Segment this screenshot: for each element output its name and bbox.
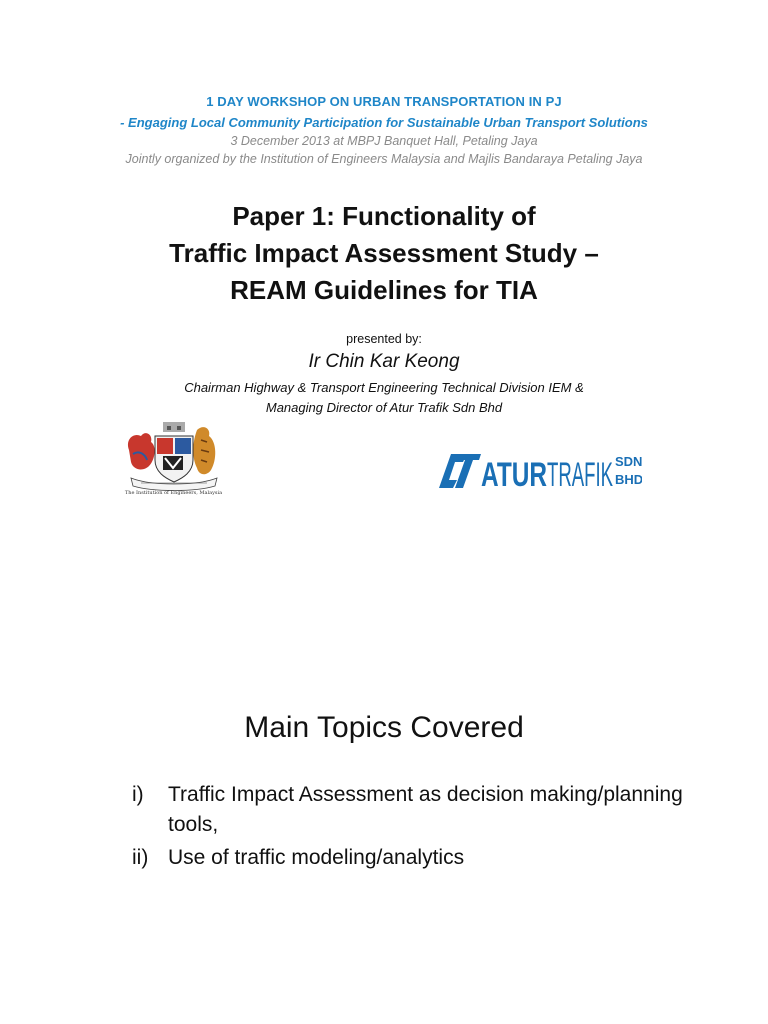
paper-title (0, 198, 768, 309)
workshop-organizers: Jointly organized by the Institution of Engineers Malaysia and Majlis Bandaraya Petaling Jaya (125, 152, 643, 166)
list-item-text: Use of traffic modeling/analytics (168, 846, 465, 869)
topic-list (132, 780, 692, 876)
atur-logo-sdn: SDN (615, 454, 642, 469)
list-item-text: Traffic Impact Assessment as decision making/planning tools, (168, 783, 683, 836)
paper-title-line: Traffic Impact Assessment Study – (169, 238, 599, 268)
atur-logo-text-bold: ATUR (481, 456, 547, 492)
iem-crest-logo (121, 420, 226, 498)
atur-trafik-logo (437, 448, 642, 492)
list-item (132, 843, 692, 873)
presenter-role-line: Managing Director of Atur Trafik Sdn Bhd (265, 400, 503, 415)
list-item-number: ii) (132, 846, 149, 869)
workshop-date-venue: 3 December 2013 at MBPJ Banquet Hall, Petaling Jaya (230, 134, 538, 148)
iem-logo-caption: The Institution of Engineers, Malaysia (124, 490, 223, 496)
presenter-role (0, 378, 768, 418)
presenter-role-line: Chairman Highway & Transport Engineering Technical Division IEM & (184, 380, 584, 395)
paper-title-line: REAM Guidelines for TIA (230, 275, 538, 305)
topics-title: Main Topics Covered (244, 711, 524, 744)
presenter-name: Ir Chin Kar Keong (308, 351, 460, 372)
workshop-title: 1 DAY WORKSHOP ON URBAN TRANSPORTATION IN PJ (206, 94, 562, 109)
atur-logo-bhd: BHD (615, 472, 642, 487)
list-item (132, 780, 692, 840)
workshop-subtitle: - Engaging Local Community Participation for Sustainable Urban Transport Solutions (120, 115, 648, 130)
paper-title-line: Paper 1: Functionality of (232, 201, 536, 231)
presented-by-label: presented by: (346, 332, 422, 346)
atur-logo-text-light: TRAFIK (547, 456, 614, 492)
list-item-number: i) (132, 783, 144, 806)
